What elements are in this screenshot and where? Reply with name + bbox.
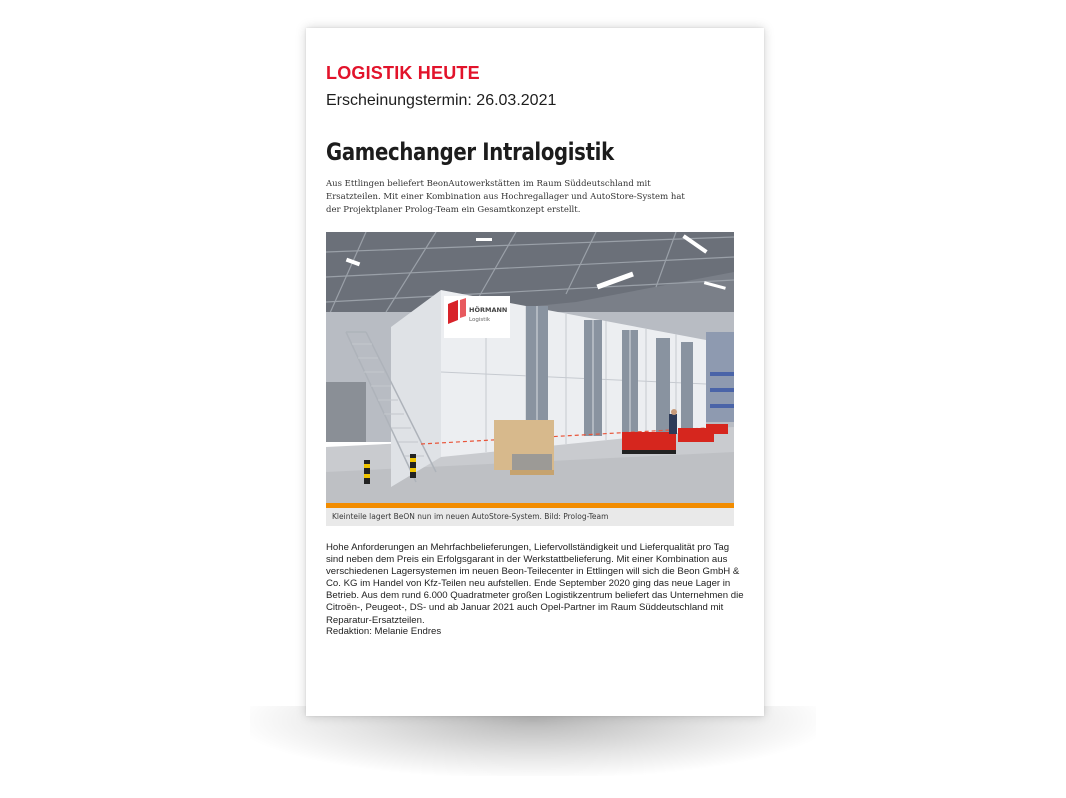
publication-name: LOGISTIK HEUTE bbox=[326, 63, 480, 83]
article-credit: Redaktion: Melanie Endres bbox=[326, 626, 442, 637]
article-photo bbox=[326, 232, 734, 508]
photo-caption-bar bbox=[326, 508, 734, 526]
release-date: Erscheinungstermin: 26.03.2021 bbox=[326, 92, 557, 109]
photo-logo-brand: HÖRMANN bbox=[469, 306, 508, 314]
article-lead: Aus Ettlingen beliefert BeonAutowerkstätten im Raum Süddeutschland mit Ersatzteilen. Mit einer Kombination aus Hochregallager und AutoStore-System hat der Projektplaner Prolog-Team ein Gesamtkonzept erstellt. bbox=[326, 179, 685, 215]
photo-logo-sub: Logistik bbox=[469, 317, 491, 323]
article-body: Hohe Anforderungen an Mehrfachbelieferungen, Liefervollständigkeit und Lieferqualität pro Tag sind neben dem Preis ein Erfolgsgarant in der Werkstattbelieferung. Mit einer Kombination aus verschiedenen Lagersystemen im neuen Beon-Teilecenter in Ettlingen will sich die Beon GmbH & Co. KG im Handel von Kfz-Teilen neu aufstellen. Ende September 2020 ging das neue Lager in Betrieb. Aus dem rund 6.000 Quadratmeter großen Logistikzentrum beliefert das Unternehmen die Citroën-, Peugeot-, DS- und ab Januar 2021 auch Opel-Partner im Raum Süddeutschland mit Reparatur-Ersatzteilen. bbox=[326, 542, 744, 626]
page-drop-shadow bbox=[250, 706, 816, 776]
photo-caption: Kleinteile lagert BeON nun im neuen AutoStore-System. Bild: Prolog-Team bbox=[332, 512, 609, 521]
document-page bbox=[306, 28, 764, 716]
article-title: Gamechanger Intralogistik bbox=[326, 138, 614, 166]
warehouse-photo-illustration bbox=[326, 232, 734, 508]
